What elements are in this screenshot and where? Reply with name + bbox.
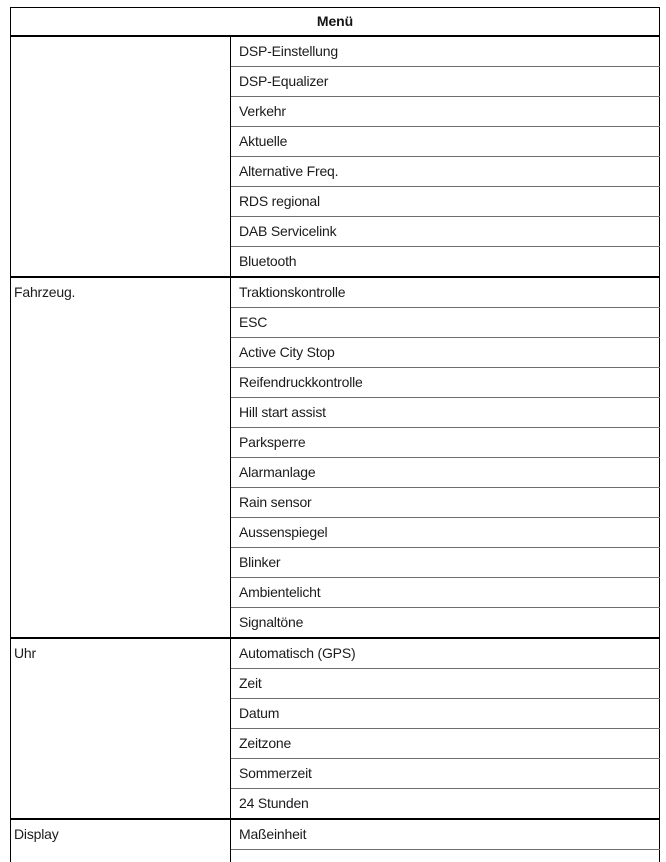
menu-item-cell-clipped [231, 850, 660, 862]
menu-item-cell: Bluetooth [231, 247, 660, 278]
menu-item-cell: Blinker [231, 548, 660, 578]
menu-table [10, 7, 660, 862]
menu-item-cell: Parksperre [231, 428, 660, 458]
menu-item-cell: DSP-Equalizer [231, 67, 660, 97]
menu-item-cell: Traktionskontrolle [231, 277, 660, 308]
menu-item-cell: Alarmanlage [231, 458, 660, 488]
menu-item-cell: DSP-Einstellung [231, 36, 660, 67]
menu-item-cell: Ambientelicht [231, 578, 660, 608]
menu-item-cell: Hill start assist [231, 398, 660, 428]
menu-table-body [11, 36, 660, 862]
menu-item-cell: Aussenspiegel [231, 518, 660, 548]
menu-item-cell: Alternative Freq. [231, 157, 660, 187]
table-row [11, 638, 660, 669]
menu-item-cell: Datum [231, 699, 660, 729]
table-row [11, 819, 660, 850]
category-cell: Fahrzeug. [11, 277, 231, 638]
table-header-row [11, 8, 660, 37]
menu-item-cell: Aktuelle [231, 127, 660, 157]
menu-item-cell: Verkehr [231, 97, 660, 127]
menu-item-cell: Rain sensor [231, 488, 660, 518]
table-row [11, 36, 660, 67]
menu-item-cell: Maßeinheit [231, 819, 660, 850]
category-cell: Display [11, 819, 231, 862]
menu-item-cell: Signaltöne [231, 608, 660, 639]
menu-item-cell: Automatisch (GPS) [231, 638, 660, 669]
menu-item-cell: Active City Stop [231, 338, 660, 368]
menu-item-cell: DAB Servicelink [231, 217, 660, 247]
menu-item-cell: Zeitzone [231, 729, 660, 759]
menu-item-cell: RDS regional [231, 187, 660, 217]
category-cell [11, 36, 231, 277]
category-cell: Uhr [11, 638, 231, 819]
menu-item-cell: Zeit [231, 669, 660, 699]
menu-item-cell: ESC [231, 308, 660, 338]
menu-item-cell: Sommerzeit [231, 759, 660, 789]
table-row [11, 277, 660, 308]
menu-item-cell: 24 Stunden [231, 789, 660, 820]
table-title: Menü [11, 8, 660, 37]
menu-item-cell: Reifendruckkontrolle [231, 368, 660, 398]
